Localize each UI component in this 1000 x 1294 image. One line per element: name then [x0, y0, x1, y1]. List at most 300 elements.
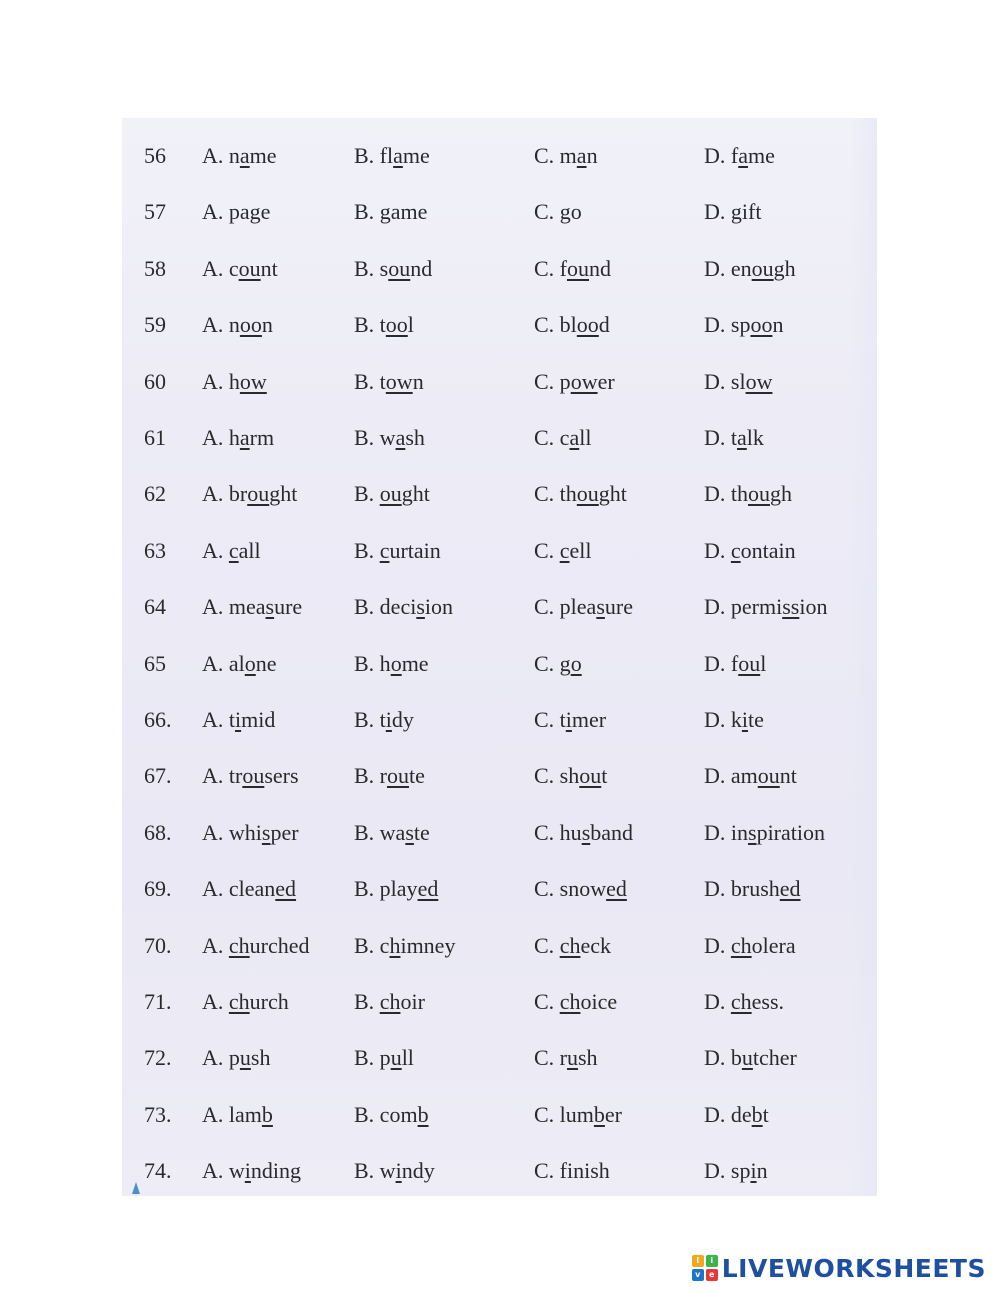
- option-text: D.: [704, 989, 731, 1014]
- option-text: B. p: [354, 1045, 391, 1071]
- option-text: tcher: [752, 1045, 797, 1071]
- question-row: [122, 813, 877, 853]
- question-row: [122, 756, 877, 796]
- logo-tile: v: [692, 1269, 704, 1281]
- option-text: C. hu: [534, 819, 582, 845]
- underlined-letters: ou: [387, 763, 409, 789]
- option-d: [704, 418, 764, 458]
- question-row: [122, 982, 877, 1022]
- question-number: 63: [144, 537, 166, 563]
- option-text: ght: [401, 481, 430, 507]
- option-d: [704, 1095, 769, 1135]
- option-a: [202, 1095, 273, 1135]
- option-text: B. r: [354, 763, 387, 789]
- question-number: 72.: [144, 1045, 172, 1071]
- underlined-letters: i: [395, 1158, 402, 1184]
- option-d: [704, 362, 772, 402]
- question-number: 71.: [144, 989, 172, 1014]
- option-text: nt: [260, 255, 278, 281]
- underlined-letters: b: [751, 1101, 763, 1127]
- underlined-letters: s: [416, 594, 425, 620]
- option-d: [704, 700, 764, 740]
- option-c: [534, 1151, 610, 1191]
- option-text: C. finish: [534, 1158, 610, 1184]
- underlined-letters: g: [730, 199, 742, 225]
- underlined-letters: ou: [751, 255, 774, 281]
- option-d: [704, 474, 792, 514]
- option-d: [704, 192, 761, 232]
- underlined-letters: ch: [559, 989, 581, 1014]
- underlined-letters: s: [261, 819, 271, 845]
- option-text: C.: [534, 199, 560, 225]
- underlined-letters: i: [235, 707, 242, 732]
- underlined-letters: a: [569, 425, 580, 450]
- option-text: ght: [598, 481, 627, 507]
- option-a: [202, 531, 261, 571]
- question-row: [122, 587, 877, 627]
- underlined-letters: a: [576, 143, 587, 168]
- underlined-letters: a: [393, 143, 403, 168]
- option-text: C.: [534, 537, 560, 563]
- option-text: gh: [773, 255, 796, 281]
- option-text: D. k: [704, 707, 742, 732]
- option-d: [704, 869, 801, 909]
- underlined-letters: ch: [559, 932, 581, 958]
- underlined-letters: ou: [579, 763, 602, 789]
- underlined-letters: i: [565, 707, 572, 732]
- option-text: nding: [250, 1158, 302, 1184]
- option-text: C. f: [534, 255, 567, 281]
- underlined-letters: c: [228, 537, 239, 563]
- question-number: 61: [144, 425, 166, 450]
- option-text: nt: [779, 763, 797, 789]
- liveworksheets-logo-icon: [692, 1255, 718, 1281]
- option-text: A. tr: [202, 763, 243, 789]
- option-text: gh: [770, 481, 792, 507]
- underlined-letters: oo: [576, 312, 599, 338]
- option-text: B. play: [354, 876, 418, 902]
- underlined-letters: ch: [730, 989, 752, 1014]
- option-text: D.: [704, 932, 731, 958]
- option-text: A. w: [202, 1158, 245, 1184]
- underlined-letters: a: [737, 425, 747, 450]
- option-text: n: [412, 368, 424, 394]
- option-b: [354, 474, 430, 514]
- underlined-letters: ou: [567, 255, 589, 281]
- option-b: [354, 587, 453, 627]
- underlined-letters: a: [738, 143, 748, 168]
- liveworksheets-logo: [692, 1250, 986, 1286]
- option-text: C. g: [534, 650, 571, 676]
- question-number: 69.: [144, 876, 172, 902]
- option-text: ell: [569, 537, 592, 563]
- underlined-letters: a: [239, 143, 250, 168]
- option-d: [704, 926, 796, 966]
- underlined-letters: ou: [757, 763, 780, 789]
- question-number: 60: [144, 368, 166, 394]
- option-text: n: [586, 143, 598, 168]
- option-text: A. p: [202, 1045, 240, 1071]
- underlined-letters: o: [244, 650, 256, 676]
- option-text: C. plea: [534, 594, 597, 620]
- option-text: D. in: [704, 819, 748, 845]
- option-c: [534, 362, 615, 402]
- option-c: [534, 1095, 622, 1135]
- logo-tile: i: [706, 1255, 718, 1267]
- option-text: A. clean: [202, 876, 276, 902]
- option-text: D. b: [704, 1045, 742, 1071]
- option-text: me: [401, 650, 429, 676]
- underlined-letters: g: [249, 199, 261, 225]
- option-a: [202, 418, 274, 458]
- option-d: [704, 587, 827, 627]
- option-text: ontain: [740, 537, 796, 563]
- option-a: [202, 756, 299, 796]
- option-b: [354, 982, 425, 1022]
- option-text: d: [598, 312, 610, 338]
- option-d: [704, 249, 796, 289]
- option-text: A. h: [202, 368, 240, 394]
- underlined-letters: ed: [606, 876, 627, 902]
- option-text: B. wa: [354, 819, 406, 845]
- option-a: [202, 587, 302, 627]
- option-text: D.: [704, 199, 731, 225]
- option-b: [354, 305, 414, 345]
- option-text: mid: [241, 707, 276, 732]
- underlined-letters: ou: [242, 763, 265, 789]
- option-text: B. w: [354, 1158, 396, 1184]
- option-text: D. t: [704, 425, 737, 450]
- question-number: 70.: [144, 932, 172, 958]
- option-a: [202, 813, 299, 853]
- option-text: C. lum: [534, 1101, 594, 1127]
- underlined-letters: g: [559, 199, 571, 225]
- option-text: D. sp: [704, 312, 751, 338]
- option-text: ndy: [401, 1158, 435, 1184]
- option-text: t: [762, 1101, 769, 1127]
- option-text: oice: [580, 989, 618, 1014]
- option-text: C. th: [534, 481, 577, 507]
- question-row: [122, 192, 877, 232]
- underlined-letters: oo: [239, 312, 262, 338]
- underlined-letters: ow: [745, 368, 773, 394]
- option-text: ess.: [751, 989, 785, 1014]
- underlined-letters: c: [379, 537, 390, 563]
- option-text: D. f: [704, 650, 739, 676]
- option-text: me: [249, 143, 277, 168]
- option-text: te: [409, 763, 425, 789]
- option-b: [354, 1038, 414, 1078]
- question-row: [122, 249, 877, 289]
- underlined-letters: i: [385, 707, 392, 732]
- question-row: [122, 644, 877, 684]
- option-b: [354, 249, 432, 289]
- option-text: n: [772, 312, 784, 338]
- question-number: 73.: [144, 1101, 172, 1127]
- option-text: oir: [400, 989, 425, 1014]
- option-text: B. fl: [354, 143, 394, 168]
- option-b: [354, 1095, 429, 1135]
- underlined-letters: ed: [417, 876, 439, 902]
- underlined-letters: g: [379, 199, 391, 225]
- option-text: n: [756, 1158, 768, 1184]
- option-d: [704, 1151, 768, 1191]
- option-text: sh: [578, 1045, 598, 1071]
- option-text: A. n: [202, 143, 240, 168]
- option-text: t: [601, 763, 608, 789]
- question-number: 68.: [144, 819, 172, 845]
- option-b: [354, 869, 438, 909]
- option-text: all: [238, 537, 261, 563]
- option-text: ll: [401, 1045, 414, 1071]
- logo-text: LIVEWORKSHEETS: [721, 1253, 986, 1283]
- option-text: eck: [580, 932, 611, 958]
- option-d: [704, 136, 775, 176]
- question-row: [122, 474, 877, 514]
- option-c: [534, 192, 582, 232]
- option-text: me: [402, 143, 430, 168]
- option-b: [354, 644, 429, 684]
- option-c: [534, 700, 606, 740]
- question-number: 62: [144, 481, 166, 507]
- underlined-letters: s: [265, 594, 275, 620]
- option-text: nd: [589, 255, 611, 281]
- underlined-letters: i: [750, 1158, 757, 1184]
- option-text: C.: [534, 932, 560, 958]
- option-text: D. brush: [704, 876, 780, 902]
- option-text: e: [260, 199, 271, 225]
- option-text: B. c: [354, 932, 390, 958]
- question-number: 65: [144, 650, 166, 676]
- underlined-letters: ou: [748, 481, 770, 507]
- option-text: A. al: [202, 650, 245, 676]
- question-row: [122, 418, 877, 458]
- option-text: ure: [604, 594, 633, 620]
- option-text: ift: [741, 199, 762, 225]
- option-text: D. permi: [704, 594, 783, 620]
- option-text: C. c: [534, 425, 570, 450]
- option-text: A. whi: [202, 819, 262, 845]
- option-text: B. com: [354, 1101, 418, 1127]
- option-text: C. m: [534, 143, 577, 168]
- option-text: A.: [202, 989, 229, 1014]
- option-text: D. am: [704, 763, 758, 789]
- option-text: B. t: [354, 707, 386, 732]
- question-row: [122, 1095, 877, 1135]
- option-text: D.: [704, 537, 731, 563]
- option-text: C. bl: [534, 312, 577, 338]
- blue-marker-icon: [132, 1182, 140, 1194]
- option-b: [354, 756, 425, 796]
- option-a: [202, 1038, 270, 1078]
- underlined-letters: ow: [239, 368, 267, 394]
- option-text: ll: [579, 425, 592, 450]
- question-row: [122, 136, 877, 176]
- option-a: [202, 192, 270, 232]
- question-row: [122, 1038, 877, 1078]
- option-text: o: [570, 199, 582, 225]
- option-c: [534, 644, 582, 684]
- underlined-letters: ou: [238, 255, 261, 281]
- option-text: B. t: [354, 312, 386, 338]
- option-text: ame: [390, 199, 428, 225]
- option-text: er: [597, 368, 615, 394]
- option-a: [202, 249, 278, 289]
- option-b: [354, 192, 427, 232]
- underlined-letters: s: [405, 819, 414, 845]
- option-c: [534, 813, 633, 853]
- option-text: D. sl: [704, 368, 746, 394]
- option-text: B. deci: [354, 594, 417, 620]
- option-d: [704, 756, 797, 796]
- underlined-letters: ou: [576, 481, 599, 507]
- underlined-letters: a: [395, 425, 406, 450]
- option-text: sers: [264, 763, 299, 789]
- option-text: C. t: [534, 707, 566, 732]
- option-d: [704, 531, 796, 571]
- underlined-letters: o: [570, 650, 582, 676]
- question-row: [122, 926, 877, 966]
- option-c: [534, 305, 610, 345]
- question-list: [122, 118, 877, 1196]
- option-b: [354, 531, 441, 571]
- option-text: C. snow: [534, 876, 607, 902]
- option-text: B. t: [354, 368, 386, 394]
- question-number: 59: [144, 312, 166, 338]
- option-text: band: [590, 819, 634, 845]
- underlined-letters: s: [748, 819, 757, 845]
- option-a: [202, 644, 277, 684]
- option-text: ure: [274, 594, 303, 620]
- option-text: C. p: [534, 368, 571, 394]
- scanned-page: [122, 118, 877, 1196]
- option-text: l: [407, 312, 414, 338]
- underlined-letters: b: [593, 1101, 605, 1127]
- underlined-letters: i: [741, 707, 749, 732]
- option-text: A.: [202, 537, 229, 563]
- option-c: [534, 474, 627, 514]
- option-text: B.: [354, 199, 380, 225]
- option-a: [202, 362, 267, 402]
- underlined-letters: a: [239, 425, 250, 450]
- option-text: D. en: [704, 255, 752, 281]
- option-text: ght: [269, 481, 298, 507]
- option-a: [202, 474, 297, 514]
- underlined-letters: oo: [385, 312, 408, 338]
- underlined-letters: s: [596, 594, 605, 620]
- option-text: piration: [756, 819, 825, 845]
- option-c: [534, 756, 607, 796]
- underlined-letters: ou: [738, 650, 761, 676]
- option-text: B.: [354, 481, 380, 507]
- underlined-letters: ed: [275, 876, 297, 902]
- option-b: [354, 418, 425, 458]
- question-row: [122, 869, 877, 909]
- underlined-letters: ow: [570, 368, 598, 394]
- option-b: [354, 1151, 435, 1191]
- option-text: imney: [400, 932, 456, 958]
- underlined-letters: ch: [228, 989, 250, 1014]
- option-text: B.: [354, 537, 380, 563]
- option-text: urtain: [389, 537, 441, 563]
- underlined-letters: ch: [379, 989, 401, 1014]
- underlined-letters: o: [390, 650, 402, 676]
- option-text: D. de: [704, 1101, 752, 1127]
- underlined-letters: s: [581, 819, 591, 845]
- underlined-letters: i: [244, 1158, 251, 1184]
- underlined-letters: ow: [385, 368, 413, 394]
- option-b: [354, 362, 424, 402]
- option-text: rm: [249, 425, 275, 450]
- option-b: [354, 700, 414, 740]
- option-text: ion: [424, 594, 454, 620]
- option-c: [534, 1038, 598, 1078]
- option-c: [534, 926, 611, 966]
- option-text: A. n: [202, 312, 240, 338]
- option-text: lk: [746, 425, 764, 450]
- underlined-letters: u: [239, 1045, 251, 1071]
- option-b: [354, 926, 455, 966]
- question-row: [122, 362, 877, 402]
- underlined-letters: ou: [388, 255, 411, 281]
- question-number: 66.: [144, 707, 172, 732]
- option-text: n: [261, 312, 273, 338]
- option-d: [704, 305, 783, 345]
- option-text: A. pa: [202, 199, 250, 225]
- option-text: nd: [410, 255, 433, 281]
- question-row: [122, 1151, 877, 1191]
- option-text: te: [413, 819, 430, 845]
- option-text: C. r: [534, 1045, 567, 1071]
- option-c: [534, 418, 591, 458]
- underlined-letters: b: [417, 1101, 429, 1127]
- option-text: B. w: [354, 425, 396, 450]
- option-a: [202, 1151, 301, 1191]
- option-text: urched: [249, 932, 310, 958]
- option-text: sh: [250, 1045, 271, 1071]
- option-text: A. lam: [202, 1101, 262, 1127]
- underlined-letters: ou: [247, 481, 270, 507]
- option-text: A.: [202, 932, 229, 958]
- option-text: olera: [751, 932, 796, 958]
- underlined-letters: ed: [779, 876, 801, 902]
- option-text: te: [748, 707, 764, 732]
- option-text: urch: [249, 989, 289, 1014]
- option-b: [354, 813, 430, 853]
- option-text: sh: [405, 425, 425, 450]
- option-d: [704, 813, 825, 853]
- question-number: 64: [144, 594, 166, 620]
- option-a: [202, 305, 273, 345]
- option-c: [534, 869, 627, 909]
- option-c: [534, 136, 598, 176]
- option-b: [354, 136, 430, 176]
- option-a: [202, 136, 277, 176]
- underlined-letters: ou: [379, 481, 402, 507]
- underlined-letters: h: [389, 932, 401, 958]
- option-text: C. sh: [534, 763, 580, 789]
- question-number: 57: [144, 199, 166, 225]
- option-text: B.: [354, 989, 380, 1014]
- option-text: mer: [571, 707, 607, 732]
- option-text: A. c: [202, 255, 239, 281]
- underlined-letters: oo: [750, 312, 773, 338]
- option-a: [202, 869, 296, 909]
- logo-tile: e: [706, 1269, 718, 1281]
- option-text: B. s: [354, 255, 389, 281]
- option-text: A. br: [202, 481, 248, 507]
- option-text: D. f: [704, 143, 739, 168]
